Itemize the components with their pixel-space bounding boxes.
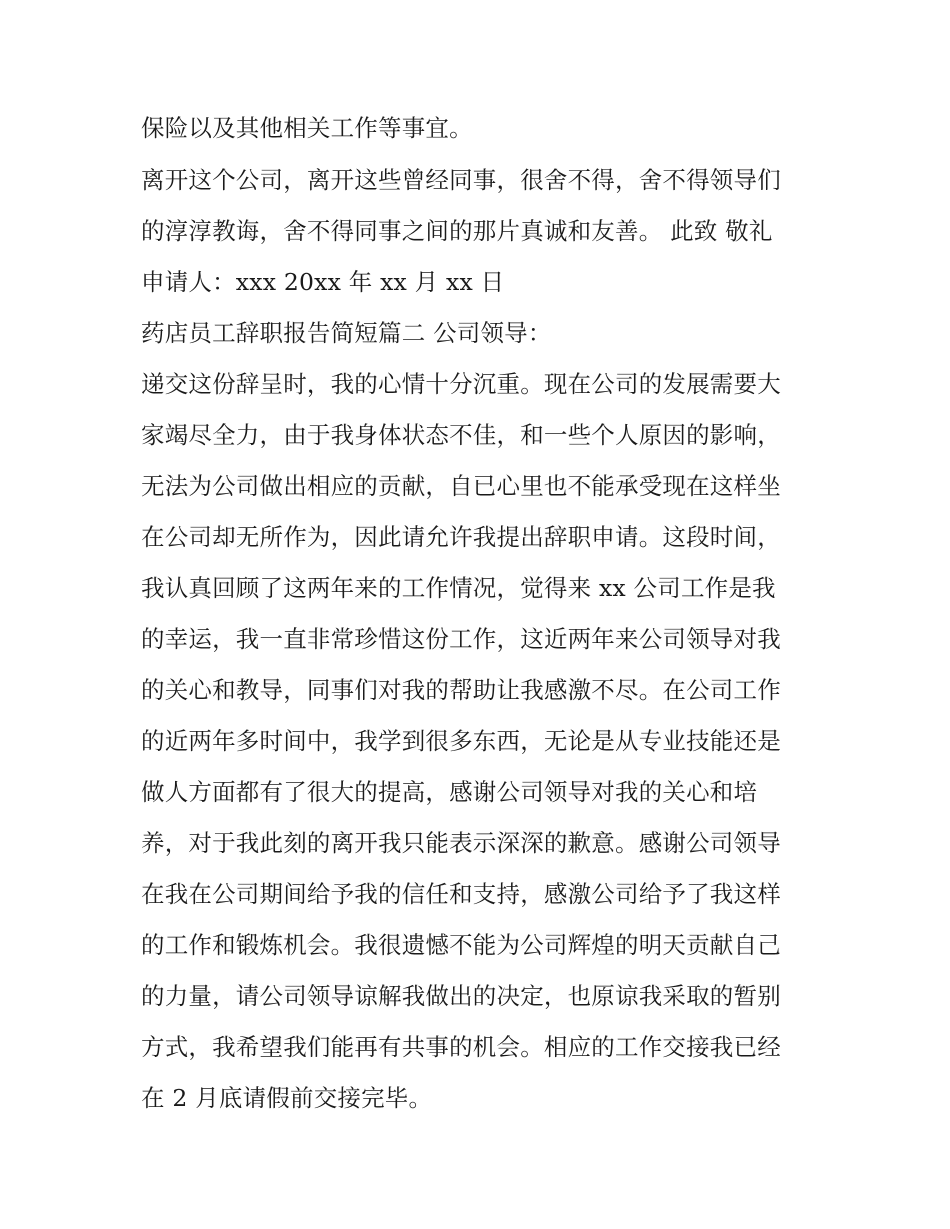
text-line-10: 我认真回顾了这两年来的工作情况，觉得来 xx 公司工作是我 <box>141 574 776 602</box>
text-line-2: 离开这个公司，离开这些曾经同事，很舍不得，舍不得领导们 <box>141 166 781 194</box>
text-line-17: 的工作和锻炼机会。我很遗憾不能为公司辉煌的明天贡献自己 <box>141 931 781 959</box>
text-line-16: 在我在公司期间给予我的信任和支持，感激公司给予了我这样 <box>141 880 781 908</box>
text-line-18: 的力量，请公司领导谅解我做出的决定，也原谅我采取的暂别 <box>141 982 781 1010</box>
text-line-1: 保险以及其他相关工作等事宜。 <box>141 114 473 142</box>
text-line-15: 养，对于我此刻的离开我只能表示深深的歉意。感谢公司领导 <box>141 829 781 857</box>
text-line-3: 的淳淳教诲，舍不得同事之间的那片真诚和友善。 此致 敬礼 <box>141 217 773 245</box>
section-heading: 药店员工辞职报告简短篇二 公司领导： <box>141 319 552 347</box>
text-line-9: 在公司却无所作为，因此请允许我提出辞职申请。这段时间， <box>141 523 781 551</box>
text-line-20: 在 2 月底请假前交接完毕。 <box>141 1084 433 1112</box>
text-line-19: 方式，我希望我们能再有共事的机会。相应的工作交接我已经 <box>141 1033 781 1061</box>
text-line-14: 做人方面都有了很大的提高，感谢公司领导对我的关心和培 <box>141 778 758 806</box>
text-line-13: 的近两年多时间中，我学到很多东西，无论是从专业技能还是 <box>141 727 781 755</box>
text-line-6: 递交这份辞呈时，我的心情十分沉重。现在公司的发展需要大 <box>141 370 781 398</box>
text-line-4: 申请人：xxx 20xx 年 xx 月 xx 日 <box>141 268 505 296</box>
text-line-11: 的幸运，我一直非常珍惜这份工作，这近两年来公司领导对我 <box>141 625 781 653</box>
text-line-12: 的关心和教导，同事们对我的帮助让我感激不尽。在公司工作 <box>141 676 781 704</box>
text-line-8: 无法为公司做出相应的贡献，自已心里也不能承受现在这样坐 <box>141 472 781 500</box>
text-line-7: 家竭尽全力，由于我身体状态不佳，和一些个人原因的影响， <box>141 421 781 449</box>
